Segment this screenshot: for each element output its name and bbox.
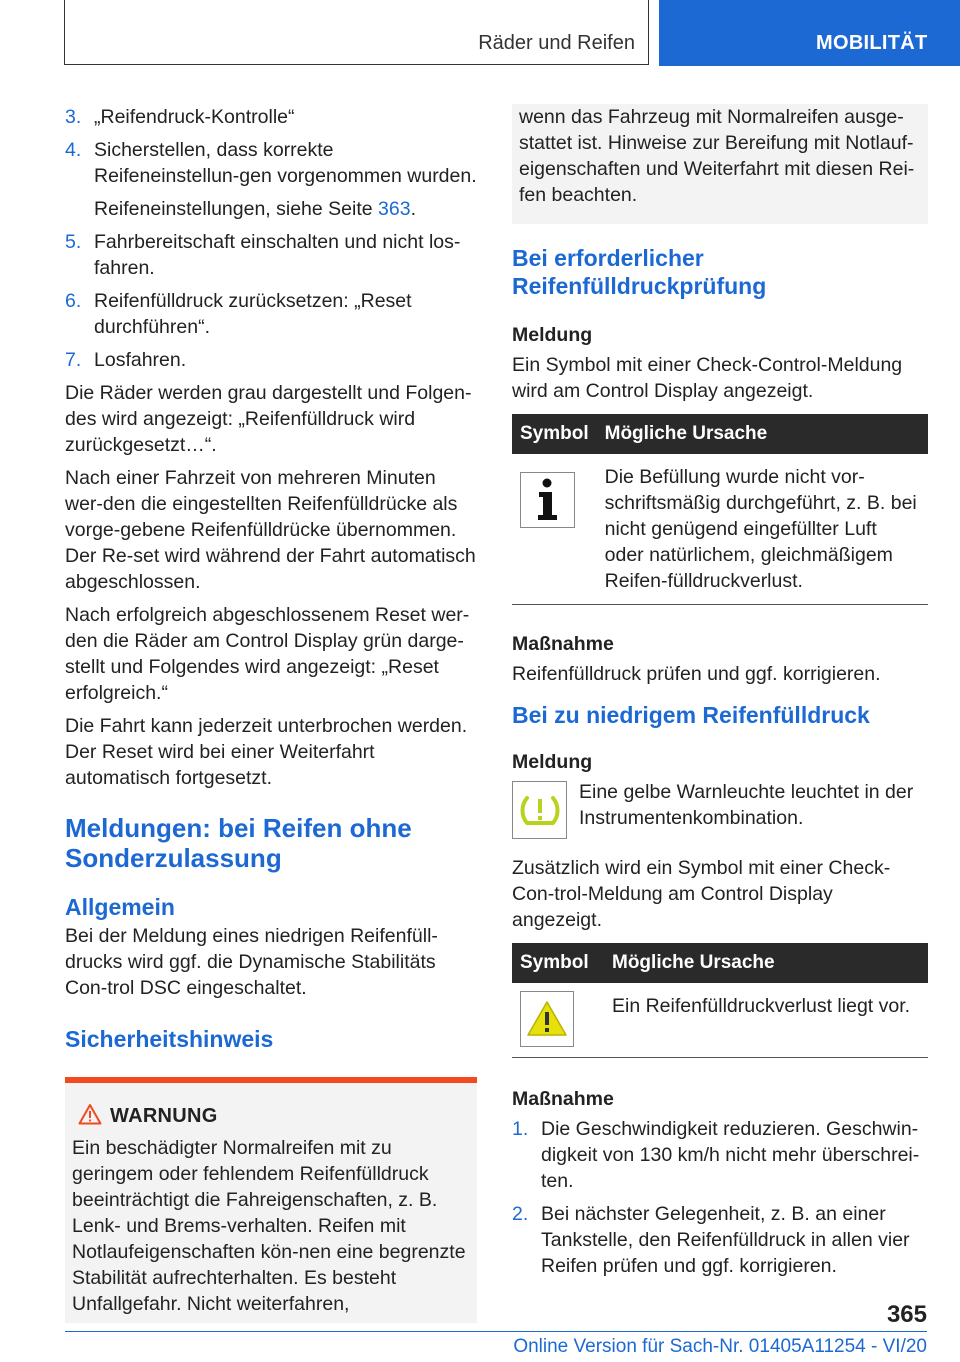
- paragraph: Nach erfolgreich abgeschlossenem Reset wer-den die Räder am Control Display grün darge-stellt und Folgendes wird angezeigt: „Reset erfolgreich.“: [65, 604, 470, 704]
- paragraph: Zusätzlich wird ein Symbol mit einer Check-Con-trol-Meldung am Control Display angezeigt.: [512, 857, 891, 931]
- table-header-symbol: Symbol: [512, 943, 604, 983]
- paragraph: Die Fahrt kann jederzeit unterbrochen werden. Der Reset wird bei einer Weiterfahrt automatisch fortgesetzt.: [65, 715, 468, 789]
- message-label: Meldung: [512, 751, 593, 773]
- table-row: [512, 454, 928, 605]
- symbol-table-1: [512, 414, 928, 605]
- paragraph: Ein Symbol mit einer Check-Control-Meldung wird am Control Display angezeigt.: [512, 354, 903, 402]
- message-label: Meldung: [512, 324, 593, 346]
- list-item: 2. Bei nächster Gelegenheit, z. B. an einer Tankstelle, den Reifenfülldruck in allen vier Reifen prüfen und ggf. korrigieren.: [512, 1203, 910, 1277]
- steps-list-a: [65, 104, 477, 373]
- table-cell-cause: Die Befüllung wurde nicht vor-schriftsmäßig durchgeführt, z. B. bei nicht genügend eingefüllter Luft oder natürlichem, gleichmäßigem Reifen-fülldruckverlust.: [597, 454, 928, 605]
- list-item: 5. Fahrbereitschaft einschalten und nicht los-fahren.: [65, 231, 461, 279]
- subsection-heading-low-pressure: Bei zu niedrigem Reifenfülldruck: [512, 702, 870, 728]
- page-number: 365: [886, 1301, 927, 1328]
- symbol-table-2: [512, 943, 928, 1058]
- table-header-cause: Mögliche Ursache: [604, 943, 928, 983]
- table-header-row: [512, 414, 928, 454]
- paragraph: Reifenfülldruck prüfen und ggf. korrigieren.: [512, 663, 881, 685]
- left-column: [65, 104, 477, 1323]
- steps-list-b: [512, 1116, 928, 1279]
- footer-note: Online Version für Sach-Nr. 01405A11254 - VI/20: [513, 1336, 927, 1357]
- info-icon: [520, 472, 575, 528]
- table-header-symbol: Symbol: [512, 414, 597, 454]
- warning-box: [65, 1077, 477, 1323]
- list-item: 3. „Reifendruck-Kontrolle“: [65, 106, 295, 128]
- table-cell-symbol: [512, 454, 597, 605]
- page-link[interactable]: 363: [378, 198, 411, 220]
- warning-light-row: [512, 779, 928, 841]
- warning-triangle-icon: [520, 991, 574, 1047]
- list-item: 4. Sicherstellen, dass korrekte Reifeneinstellun-gen vorgenommen wurden. Reifeneinstellungen, siehe Seite 363.: [65, 139, 477, 220]
- cross-reference: Reifeneinstellungen, siehe Seite 363.: [94, 198, 416, 220]
- chapter-tab[interactable]: MOBILITÄT: [659, 0, 960, 66]
- subsection-heading-check: Bei erforderlicher Reifenfülldruckprüfung: [512, 245, 767, 299]
- paragraph: Nach einer Fahrzeit von mehreren Minuten wer-den die eingestellten Reifenfülldrücke als vorge-gebene Reifenfülldrücke übernommen. Der Re-set wird während der Fahrt automatisch abgeschlossen.: [65, 467, 476, 593]
- page-header: [0, 0, 960, 66]
- warning-text: Ein beschädigter Normalreifen mit zu geringem oder fehlendem Reifenfülldruck beeinträchtigt die Fahreigenschaften, z. B. Lenk- und Brems-verhalten. Reifen mit Notlaufeigenschaften kön-nen eine begrenzte Stabilität aufrechterhalten. Es besteht Unfallgefahr. Nicht weiterfahren,: [72, 1137, 466, 1315]
- list-item: 6. Reifenfülldruck zurücksetzen: „Reset durchführen“.: [65, 290, 412, 338]
- list-item: 7. Losfahren.: [65, 349, 187, 371]
- subsection-heading-safety: Sicherheitshinweis: [65, 1026, 274, 1052]
- list-item: 1. Die Geschwindigkeit reduzieren. Geschwin-digkeit von 130 km/h nicht mehr überschrei-ten.: [512, 1118, 920, 1192]
- footer-divider: [65, 1331, 927, 1332]
- section-heading: Meldungen: bei Reifen ohne Sonderzulassung: [65, 813, 412, 873]
- section-title: Räder und Reifen: [478, 32, 635, 54]
- table-cell-cause: Ein Reifenfülldruckverlust liegt vor.: [604, 983, 928, 1058]
- warning-text: wenn das Fahrzeug mit Normalreifen ausge-stattet ist. Hinweise zur Bereifung mit Notlauf-eigenschaften und Weiterfahrt mit diesen Rei-fen beachten.: [519, 106, 915, 206]
- paragraph: Bei der Meldung eines niedrigen Reifenfüll-drucks wird ggf. die Dynamische Stabilitäts Con-trol DSC eingeschaltet.: [65, 925, 438, 999]
- warning-triangle-icon: [78, 1103, 102, 1125]
- measure-label: Maßnahme: [512, 1088, 614, 1110]
- warning-title: WARNUNG: [72, 1103, 471, 1129]
- paragraph: Die Räder werden grau dargestellt und Folgen-des wird angezeigt: „Reifenfülldruck wird zurückgesetzt…“.: [65, 382, 472, 456]
- table-row: [512, 983, 928, 1058]
- paragraph: Eine gelbe Warnleuchte leuchtet in der Instrumentenkombination.: [579, 781, 914, 829]
- warning-box-continued: [512, 104, 928, 224]
- measure-label: Maßnahme: [512, 633, 614, 655]
- table-header-cause: Mögliche Ursache: [597, 414, 928, 454]
- tire-pressure-warning-icon: [512, 781, 567, 839]
- table-header-row: [512, 943, 928, 983]
- right-column: [512, 104, 928, 1286]
- table-cell-symbol: [512, 983, 604, 1058]
- subsection-heading-general: Allgemein: [65, 894, 175, 920]
